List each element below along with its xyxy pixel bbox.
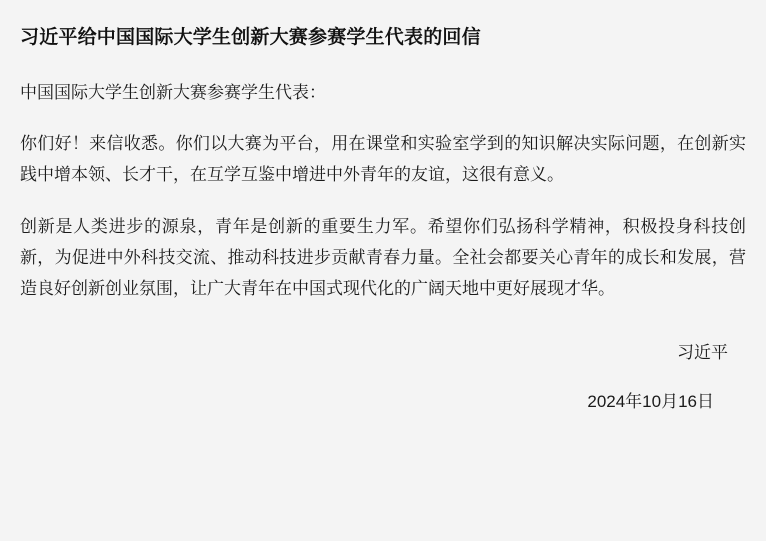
signature-text: 习近平 [677, 342, 728, 362]
body-paragraph-2: 创新是人类进步的源泉，青年是创新的重要生力军。希望你们弘扬科学精神，积极投身科技创新，为促进中外科技交流、推动科技进步贡献青春力量。全社会都要关心青年的成长和发展，营造良好创新创业氛围，让广大青年在中国式现代化的广阔天地中更好展现才华。 [20, 216, 746, 299]
body-paragraph-1: 你们好！来信收悉。你们以大赛为平台，用在课堂和实验室学到的知识解决实际问题，在创新实践中增本领、长才干，在互学互鉴中增进中外青年的友谊，这很有意义。 [20, 133, 746, 185]
page-title: 习近平给中国国际大学生创新大赛参赛学生代表的回信 [20, 27, 481, 48]
salutation-text: 中国国际大学生创新大赛参赛学生代表： [20, 82, 326, 102]
date-text: 2024年10月16日 [587, 392, 714, 412]
